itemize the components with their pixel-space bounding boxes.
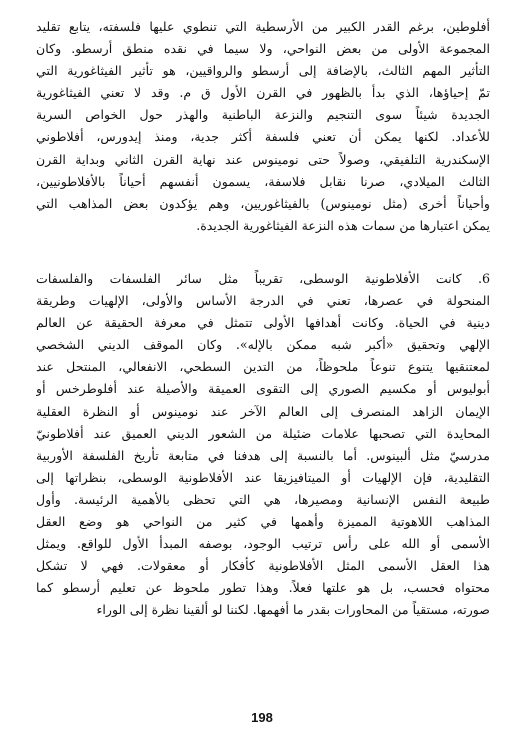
text-line: المجموعة الأولى من بعض النواحي، ولا سيما في نقده منطق أرسطو. وكان [36, 41, 490, 57]
page-number: 198 [251, 710, 273, 725]
text-line: محتواه فحسب، بل هو علتها فعلاً. وهذا تطور ملحوظ عن تعليم أرسطو كما [36, 580, 490, 596]
text-line: لمعتنقيها يتنوع تنوعاً ملحوظاً، من التدين السطحي، الانفعالي، المنتحل عند [36, 359, 490, 375]
text-line: الثالث الميلادي، صرنا نقابل فلاسفة، يسمون أنفسهم أحياناً بالأفلاطونيين، [36, 173, 490, 189]
text-line: هذا العقل الأسمى المثل الأفلاطونية كأفكار أو معقولات. فهي لا تشكل [36, 558, 490, 574]
text-line: الإسكندرية التلفيقي، وصولاً حتى نومينوس عند نهاية القرن الثاني وبداية القرن [36, 151, 490, 167]
text-line: الإلهي وتحقيق «أكبر شبه ممكن بالإله». وكان الموقف الديني الشخصي [36, 337, 490, 353]
text-line: الأسمى أو الله على رأس ترتيب الوجود، بوصفه المبدأ الأول للواقع. ويمثل [36, 536, 490, 552]
text-line: الإيمان الزاهد المنصرف إلى العالم الآخر عند نومينوس أو النظرة العقلية [36, 403, 490, 419]
text-line: المحايدة التي تصحبها علامات ضئيلة من الشعور الديني العميق عند أفلاطونيّ [36, 425, 490, 441]
text-line: التقليدية، فإن الإلهيات أو الميتافيزيقا عند الأفلاطونية الوسطى، بنظراتها إلى [36, 469, 490, 485]
text-line: يمكن اعتبارها من سمات هذه النزعة الفيثاغورية الجديدة. [196, 217, 490, 233]
text-line: تمّ إحياؤها، الذي بدأ بالظهور في القرن الأول ق م. وقد لا تعني الفيثاغورية [36, 85, 490, 101]
text-line: صورته، مستقياً من المحاورات بقدر ما أفهمها. لكننا لو ألقينا نظرة إلى الوراء [96, 602, 490, 618]
text-line: 6. كانت الأفلاطونية الوسطى، تقريباً مثل سائر الفلسفات والفلسفات [36, 271, 490, 286]
text-line: وأحياناً أخرى (مثل نومينوس) بالفيثاغوريين، وهم يؤكدون بعض المذاهب التي [36, 195, 490, 211]
text-line: للأعداد. لكنها يمكن أن تعني فلسفة أكثر جدية، ومنذ إيدورس، أفلاطوني [36, 129, 490, 145]
text-line: مدرسيّ مثل ألبينوس. أما بالنسبة إلى هدفنا في متابعة تأريخ الفلسفة الأوربية [36, 447, 490, 463]
text-line: أبوليوس أو مكسيم الصوري إلى التقوى العميقة والأصيلة عند أفلوطرخس أو [36, 381, 490, 397]
paragraph-2 [36, 268, 490, 622]
text-line: المنحولة في عصرها، تعني في الدرجة الأساس والأولى، الإلهيات وطريقة [36, 293, 490, 309]
text-line: طبيعة النفس الإنسانية ومصيرها، هي التي تحظى بالأهمية الرئيسة. وأول [36, 491, 490, 507]
text-line: دينية في الحياة. وكانت أهدافها الأولى تتمثل في معرفة الحقيقة عن العالم [36, 315, 490, 331]
paragraph-1 [36, 16, 490, 237]
text-line: التأثير المهم الثالث، بالإضافة إلى أرسطو والرواقيين، هو تأثير الفيثاغورية التي [36, 63, 490, 79]
text-line: المذاهب اللاهوتية المميزة وأهمها في كثير من النواحي هو وضع العقل [36, 514, 490, 530]
text-line: أفلوطين، برغم القدر الكبير من الأرسطية التي تنطوي عليها فلسفته، يتابع تقليد [36, 19, 490, 34]
text-line: الجديدة شيئاً سوى التنجيم والنزعة الباطنية والهذر حول الخواص السرية [36, 107, 490, 123]
